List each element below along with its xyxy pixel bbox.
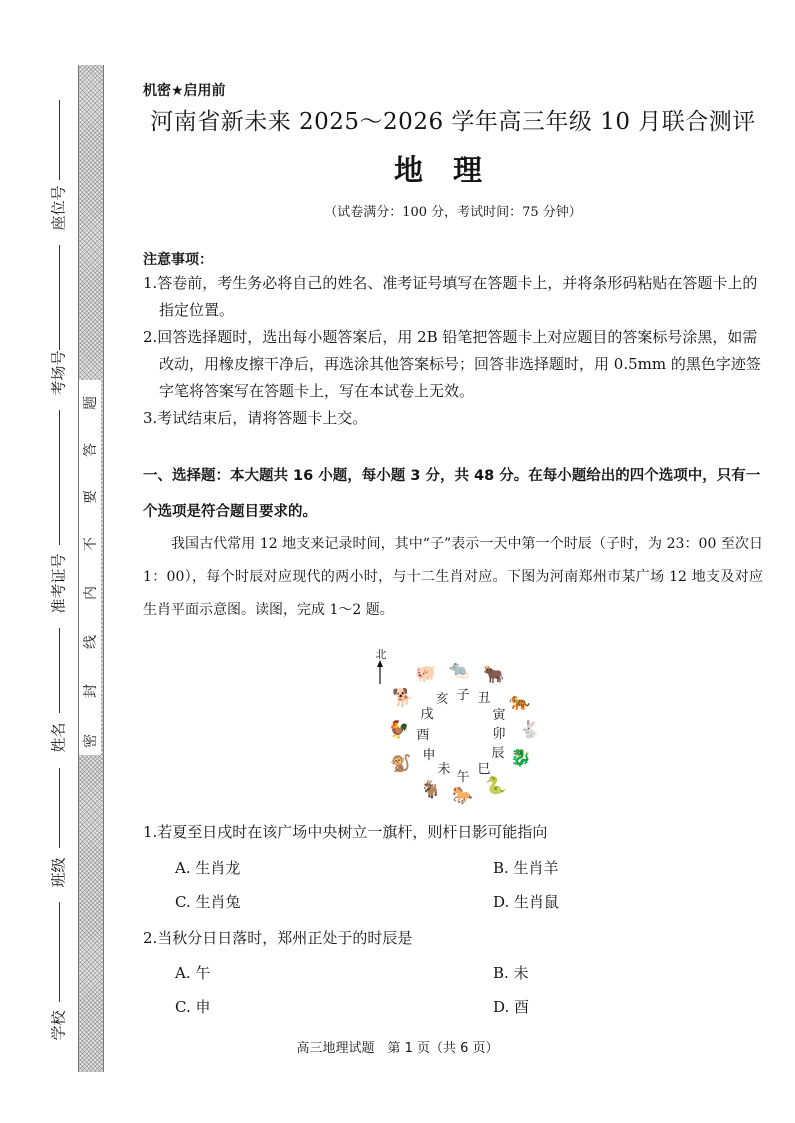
seat-number-label: 座位号 [49,185,68,231]
name-label: 姓名 [49,722,68,753]
ox-icon: 🐂 [483,665,505,685]
question-2-option-a[interactable]: A. 午 [175,964,211,982]
margin-fill-line [59,245,60,350]
rat-icon: 🐀 [448,660,470,680]
margin-fill-line [59,410,60,545]
exam-room-label: 考场号 [49,350,68,396]
margin-fill-line [59,100,60,180]
question-2-option-b[interactable]: B. 未 [493,964,529,982]
seal-char: 不 [83,537,99,551]
goat-icon: 🐐 [420,780,442,800]
question-1-option-b[interactable]: B. 生肖羊 [493,859,559,877]
branch-chou: 丑 [477,691,491,706]
branch-shen: 申 [422,748,436,763]
tiger-icon: 🐅 [509,692,531,712]
branch-wei: 未 [437,762,451,777]
branch-you: 酉 [416,728,430,743]
exam-title: 河南省新未来 2025～2026 学年高三年级 10 月联合测评 [150,109,756,135]
confidential-mark: 机密★启用前 [143,83,226,99]
north-label: 北 [375,648,387,661]
notice-item: 3.考试结束后，请将答题卡上交。 [143,409,368,427]
margin-fill-line [59,628,60,713]
margin-fill-line [59,768,60,848]
seal-char: 要 [83,490,99,504]
seal-char: 线 [83,635,99,649]
question-1-option-d[interactable]: D. 生肖鼠 [493,893,560,911]
margin-fill-line [59,902,60,1002]
pig-icon: 🐖 [415,664,437,684]
exam-info: （试卷满分：100 分，考试时间：75 分钟） [324,205,582,220]
seal-char: 内 [83,586,99,600]
question-1-stem: 1.若夏至日戌时在该广场中央树立一旗杆，则杆日影可能指向 [143,823,548,841]
snake-icon: 🐍 [485,776,507,796]
seal-char: 封 [83,684,99,698]
dragon-icon: 🐉 [510,748,532,768]
question-1-option-a[interactable]: A. 生肖龙 [175,859,241,877]
rooster-icon: 🐓 [388,720,410,740]
dog-icon: 🐕 [392,688,414,708]
subject-title: 地理 [393,153,512,187]
branch-si: 巳 [477,762,491,777]
branch-wu: 午 [456,770,470,785]
seal-char: 答 [83,443,99,457]
horse-icon: 🐎 [452,786,474,806]
question-2-stem: 2.当秋分日日落时，郑州正处于的时辰是 [143,929,413,947]
question-1-option-c[interactable]: C. 生肖兔 [175,893,241,911]
branch-mao: 卯 [492,727,506,742]
class-label: 班级 [49,857,68,888]
monkey-icon: 🐒 [390,754,412,774]
question-2-option-d[interactable]: D. 酉 [493,998,530,1016]
zodiac-diagram [360,640,560,815]
rabbit-icon: 🐇 [519,720,541,740]
seal-char: 密 [83,734,99,748]
notice-item: 1.答卷前，考生务必将自己的姓名、准考证号填写在答题卡上，并将条形码粘贴在答题卡上的指定位置。 [143,274,758,319]
branch-xu: 戌 [420,707,434,722]
question-intro: 我国古代常用 12 地支来记录时间，其中“子”表示一天中第一个时辰（子时，为 23：00 至次日 1：00），每个时辰对应现代的两小时，与十二生肖对应。下图为河南郑州市某广场 12 地支及对应生肖平面示意图。读图，完成 1～2 题。 [143,536,763,618]
page-footer: 高三地理试题 第 1 页（共 6 页） [296,1041,499,1056]
branch-hai: 亥 [435,692,449,707]
seal-char: 题 [83,396,99,410]
branch-yin: 寅 [492,708,506,723]
notice-item: 2.回答选择题时，选出每小题答案后，用 2B 铅笔把答题卡上对应题目的答案标号涂黑，如需改动，用橡皮擦干净后，再选涂其他答案标号；回答非选择题时，用 0.5mm 的黑色字迹签字笔将答案写在答题卡上，写在本试卷上无效。 [143,328,761,400]
admission-number-label: 准考证号 [49,553,68,614]
notice-list [143,270,763,432]
section-heading: 一、选择题：本大题共 16 小题，每小题 3 分，共 48 分。在每小题给出的四个选项中，只有一个选项是符合题目要求的。 [143,468,761,520]
school-label: 学校 [49,1010,68,1041]
question-2-option-c[interactable]: C. 申 [175,998,211,1016]
notice-heading: 注意事项： [143,252,213,268]
branch-chen: 辰 [491,746,505,761]
branch-zi: 子 [456,688,470,703]
